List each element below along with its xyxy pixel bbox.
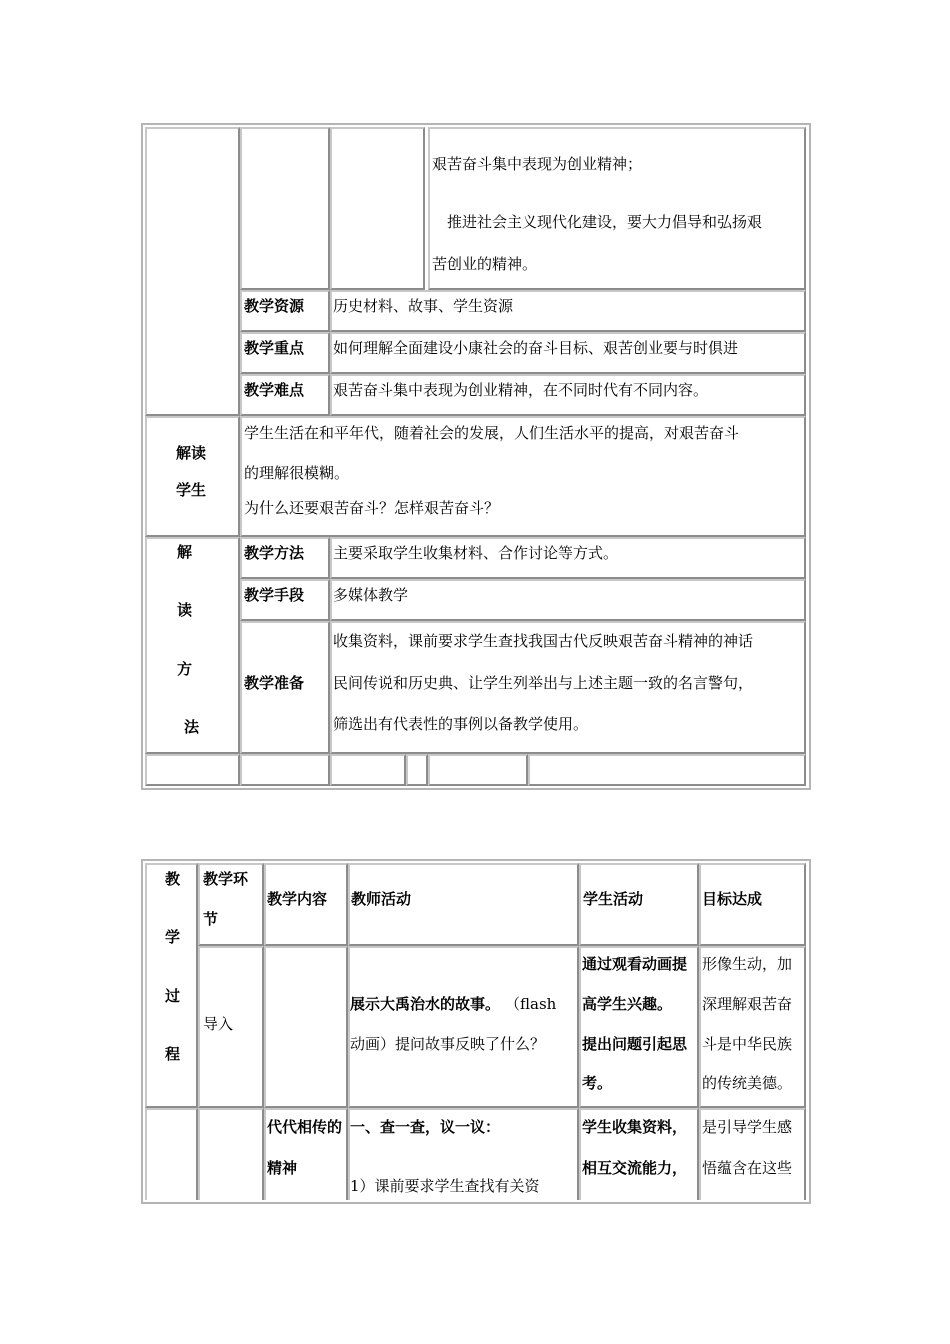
means-label: 教学手段 [244, 586, 305, 604]
header-stage-2: 节 [203, 910, 219, 928]
row2-content-1: 代代相传的 [267, 1118, 343, 1136]
student-label-1: 解读 [176, 444, 207, 462]
row1-goal-1: 形像生动，加 [702, 955, 793, 973]
student-line-2: 的理解很模糊。 [244, 464, 350, 482]
row1-teacher-rest: （flash [505, 995, 557, 1013]
row1-stage: 导入 [203, 1015, 234, 1033]
process-side-4: 程 [165, 1045, 181, 1063]
header-content: 教学内容 [267, 890, 328, 908]
process-side-1: 教 [165, 870, 181, 888]
row1-goal-2: 深理解艰苦奋 [702, 995, 793, 1013]
prep-line-2: 民间传说和历史典、让学生列举出与上述主题一致的名言警句， [333, 674, 754, 692]
bottom-empty-cell-5 [528, 754, 806, 786]
top-row-line-3: 苦创业的精神。 [432, 255, 538, 273]
row2-teacher-2: 1）课前要求学生查找有关资 [350, 1177, 540, 1195]
process-side-cell-2 [145, 1108, 198, 1200]
method-side-1: 解 [177, 543, 193, 561]
top-row-line-2: 推进社会主义现代化建设，要大力倡导和弘扬艰 [447, 213, 763, 231]
table1-top-sub-a [240, 127, 330, 290]
bottom-empty-cell-1 [240, 754, 330, 786]
student-label-2: 学生 [176, 481, 207, 499]
key-value: 如何理解全面建设小康社会的奋斗目标、艰苦创业要与时俱进 [333, 339, 739, 357]
method-side-2: 读 [177, 601, 193, 619]
means-value: 多媒体教学 [333, 586, 409, 604]
row2-stage-cell [198, 1108, 264, 1200]
row1-student-4: 考。 [582, 1074, 613, 1092]
prep-line-3: 筛选出有代表性的事例以备教学使用。 [333, 715, 589, 733]
bottom-empty-cell-4 [428, 754, 528, 786]
difficult-value: 艰苦奋斗集中表现为创业精神，在不同时代有不同内容。 [333, 381, 709, 399]
method-side-3: 方 [177, 660, 193, 678]
row2-student-2: 相互交流能力， [582, 1159, 688, 1177]
resources-value: 历史材料、故事、学生资源 [333, 297, 514, 315]
row1-teacher-line2: 动画）提问故事反映了什么？ [350, 1035, 546, 1053]
row2-goal-1: 是引导学生感 [702, 1118, 793, 1136]
row1-goal-3: 斗是中华民族 [702, 1035, 793, 1053]
header-teacher: 教师活动 [351, 890, 412, 908]
table1-top-sub-b [330, 127, 425, 290]
row1-goal-4: 的传统美德。 [702, 1074, 793, 1092]
process-side-2: 学 [165, 928, 181, 946]
header-goal: 目标达成 [702, 890, 763, 908]
row1-teacher-bold: 展示大禹治水的故事。 [350, 995, 501, 1013]
method-value: 主要采取学生收集材料、合作讨论等方式。 [333, 544, 619, 562]
row1-student-2: 高学生兴趣。 [582, 995, 673, 1013]
bottom-empty-cell-2 [330, 754, 406, 786]
method-side-4: 法 [184, 718, 200, 736]
row1-content-cell [264, 946, 348, 1108]
table1-bottom-left-cell [145, 754, 240, 786]
table1-left-top-cell [145, 127, 240, 416]
row2-goal-2: 悟蕴含在这些 [702, 1159, 793, 1177]
row1-student-1: 通过观看动画提 [582, 955, 688, 973]
bottom-empty-cell-3 [406, 754, 428, 786]
process-side-3: 过 [165, 987, 181, 1005]
prep-line-1: 收集资料，课前要求学生查找我国古代反映艰苦奋斗精神的神话 [333, 632, 754, 650]
row2-teacher-1: 一、查一查，议一议： [350, 1118, 501, 1136]
row2-student-1: 学生收集资料， [582, 1118, 688, 1136]
row1-teacher-cell [348, 946, 579, 1108]
row1-student-3: 提出问题引起思 [582, 1035, 688, 1053]
prep-label: 教学准备 [244, 674, 305, 692]
header-student: 学生活动 [583, 890, 644, 908]
student-line-1: 学生生活在和平年代，随着社会的发展，人们生活水平的提高，对艰苦奋斗 [244, 424, 740, 442]
key-label: 教学重点 [244, 339, 305, 357]
student-line-3: 为什么还要艰苦奋斗？怎样艰苦奋斗？ [244, 499, 500, 517]
top-row-line-1: 艰苦奋斗集中表现为创业精神； [432, 155, 643, 173]
student-label-cell [145, 416, 240, 537]
method-label: 教学方法 [244, 544, 305, 562]
header-stage-1: 教学环 [203, 870, 249, 888]
difficult-label: 教学难点 [244, 381, 305, 399]
row2-content-2: 精神 [267, 1159, 298, 1177]
resources-label: 教学资源 [244, 297, 305, 315]
